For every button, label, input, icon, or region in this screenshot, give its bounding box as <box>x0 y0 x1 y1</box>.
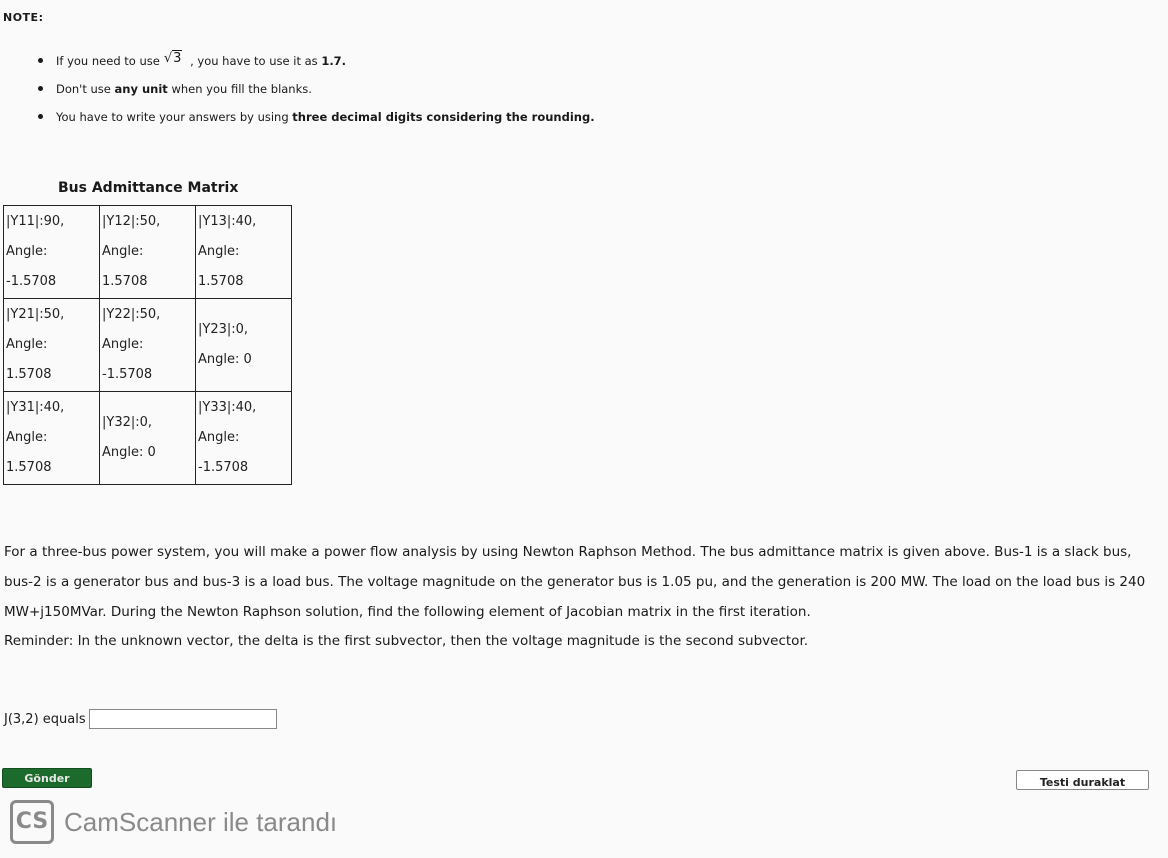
note-title: NOTE: <box>3 11 44 24</box>
watermark-text: CamScanner ile tarandı <box>64 806 338 837</box>
reminder-text: Reminder: In the unknown vector, the delta is the first subvector, then the voltage magnitude is the second subvector. <box>4 633 809 649</box>
matrix-row <box>4 206 292 299</box>
matrix-cell-y13: |Y13|:40, Angle: 1.5708 <box>196 206 292 299</box>
note-item-unit: Don't use any unit when you fill the blanks. <box>38 78 595 106</box>
note-list <box>38 50 595 134</box>
note-item-sqrt-value: 1.7. <box>321 54 347 68</box>
matrix-cell-y22: |Y22|:50, Angle: -1.5708 <box>100 299 196 392</box>
sqrt-symbol: √3 <box>163 51 182 66</box>
camscanner-watermark <box>10 800 337 844</box>
answer-input[interactable] <box>89 709 277 729</box>
matrix-row <box>4 299 292 392</box>
submit-button[interactable]: Gönder <box>2 768 92 788</box>
answer-label: J(3,2) equals <box>4 711 86 727</box>
camscanner-logo-icon: CS <box>10 800 54 844</box>
matrix-cell-y32: |Y32|:0, Angle: 0 <box>100 392 196 485</box>
answer-row <box>4 709 277 729</box>
note-item-decimals: You have to write your answers by using three decimal digits considering the rounding. <box>38 106 595 134</box>
matrix-cell-y23: |Y23|:0, Angle: 0 <box>196 299 292 392</box>
pause-test-button[interactable]: Testi duraklat <box>1016 770 1149 790</box>
note-item-sqrt-pre: If you need to use <box>56 54 160 68</box>
admittance-matrix-table <box>3 205 292 485</box>
matrix-cell-y11: |Y11|:90, Angle: -1.5708 <box>4 206 100 299</box>
matrix-cell-y12: |Y12|:50, Angle: 1.5708 <box>100 206 196 299</box>
note-item-sqrt-post: , you have to use it as <box>190 54 318 68</box>
matrix-cell-y31: |Y31|:40, Angle: 1.5708 <box>4 392 100 485</box>
matrix-cell-y33: |Y33|:40, Angle: -1.5708 <box>196 392 292 485</box>
matrix-cell-y21: |Y21|:50, Angle: 1.5708 <box>4 299 100 392</box>
matrix-row <box>4 392 292 485</box>
matrix-title: Bus Admittance Matrix <box>58 180 239 196</box>
note-item-sqrt <box>38 50 595 78</box>
question-text: For a three-bus power system, you will make a power flow analysis by using Newton Raphson Method. The bus admittance matrix is given above. Bus-1 is a slack bus, bus-2 is a generator bus and bus-3 is a load bus. The voltage magnitude on the generator bus is 1.05 pu, and the generation is 200 MW. The load on the load bus is 240 MW+j150MVar. During the Newton Raphson solution, find the following element of Jacobian matrix in the first iteration. <box>4 544 1146 620</box>
